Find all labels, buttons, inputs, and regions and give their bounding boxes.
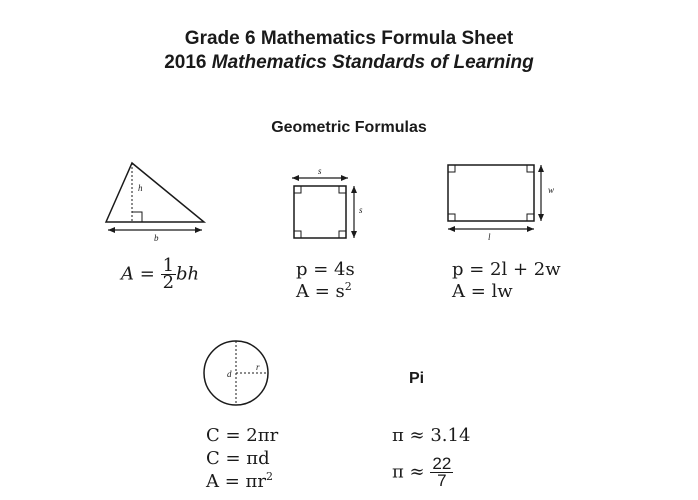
circle-circumference-radius-formula: C = 2πr [206, 425, 279, 446]
square-side-label: s [359, 205, 363, 215]
rectangle-area-formula: A = lw [452, 281, 513, 302]
twenty-two-sevenths-fraction: $\frac{22}{7}$ [432, 454, 452, 490]
square-shape [294, 186, 346, 238]
circle-figure [202, 338, 272, 410]
triangle-area-formula: A = $\frac{1}{2}$ bh [121, 255, 200, 293]
triangle-shape [106, 163, 204, 222]
sheet-subtitle [0, 51, 698, 75]
square-perimeter-formula: p = 4s [296, 259, 355, 280]
subtitle-year: 2016 [164, 52, 207, 73]
sheet-title: Grade 6 Mathematics Formula Sheet [184, 28, 514, 49]
rectangle-figure [444, 160, 554, 242]
square-area-formula: $A = s^2$ [296, 280, 352, 302]
circle-circumference-diameter-formula: C = πd [206, 448, 270, 469]
triangle-height-label: h [138, 183, 143, 193]
square-top-label: s [318, 166, 322, 176]
rectangle-length-label: l [488, 232, 491, 242]
triangle-right-angle-mark [132, 212, 142, 222]
one-half-fraction: $\frac{1}{2}$ [162, 255, 175, 293]
circle-diameter-label: d [227, 369, 232, 379]
pi-fraction-value: π ≈ $\frac{22}{7}$ [392, 454, 452, 490]
square-figure [290, 172, 370, 244]
subtitle-standards: Mathematics Standards of Learning [211, 52, 534, 73]
circle-area-formula: $A = \pi r^2$ [206, 470, 273, 492]
rectangle-shape [448, 165, 534, 221]
triangle-figure [98, 160, 210, 242]
triangle-base-label: b [154, 233, 159, 243]
geometric-formulas-heading: Geometric Formulas [271, 119, 427, 136]
pi-decimal-value: π ≈ 3.14 [392, 425, 471, 446]
rectangle-perimeter-formula: p = 2l + 2w [452, 259, 561, 280]
pi-heading: Pi [409, 370, 425, 387]
circle-radius-label: r [256, 362, 260, 372]
rectangle-width-label: w [548, 185, 555, 195]
